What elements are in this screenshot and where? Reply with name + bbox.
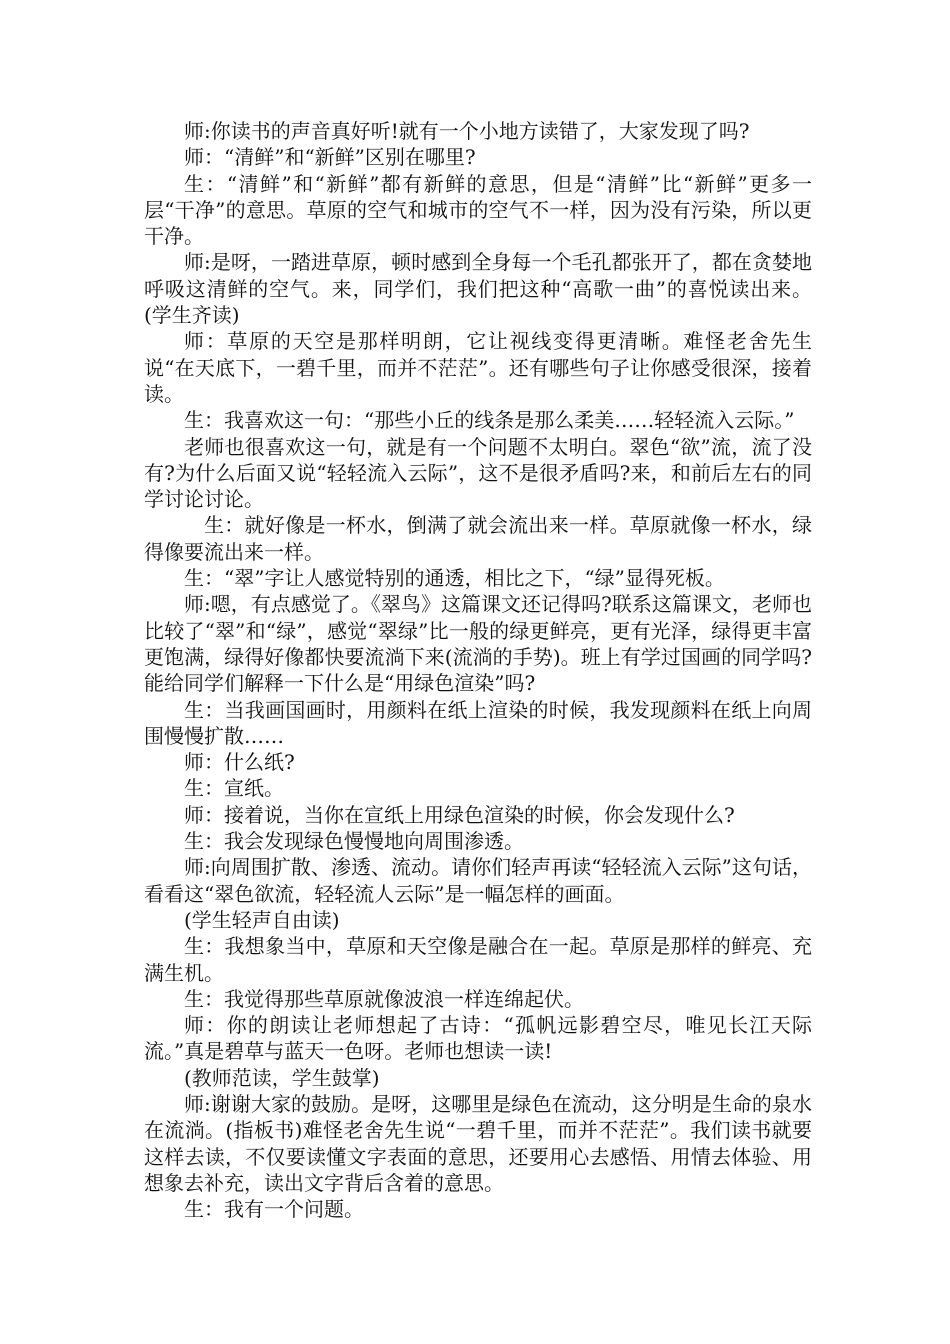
paragraph: 师：“清鲜”和“新鲜”区别在哪里? [184,145,476,170]
paragraph: 生：我会发现绿色慢慢地向周围渗透。 [184,829,524,854]
paragraph: 生：我想象当中，草原和天空像是融合在一起。草原是那样的鲜亮、充满生机。 [144,934,812,985]
paragraph: (教师范读，学生鼓掌) [184,1065,380,1090]
paragraph: 生：就好像是一杯水，倒满了就会流出来一样。草原就像一杯水，绿得像要流出来一样。 [144,513,812,564]
paragraph: 生：“清鲜”和“新鲜”都有新鲜的意思，但是“清鲜”比“新鲜”更多一层“干净”的意思。草原的空气和城市的空气不一样，因为没有污染，所以更干净。 [144,171,812,249]
paragraph: (学生轻声自由读) [184,907,340,932]
paragraph: 师：什么纸? [184,750,295,775]
paragraph: 生：宣纸。 [184,776,284,801]
paragraph: 师：草原的天空是那样明朗，它让视线变得更清晰。难怪老舍先生说“在天底下，一碧千里，而并不茫茫”。还有哪些句子让你感受很深，接着读。 [144,329,812,406]
paragraph: 生：我喜欢这一句：“那些小丘的线条是那么柔美……轻轻流入云际。” [184,408,795,433]
document-body [144,118,812,1222]
paragraph: 师:嗯，有点感觉了。《翠鸟》这篇课文还记得吗?联系这篇课文，老师也比较了“翠”和“绿”，感觉“翠绿”比一般的绿更鲜亮，更有光泽，绿得更丰富更饱满，绿得好像都快要流淌下来(流淌的手势)。班上有学过国画的同学吗?能给同学们解释一下什么是“用绿色渲染”吗? [144,592,812,696]
paragraph: 师:向周围扩散、渗透、流动。请你们轻声再读“轻轻流入云际”这句话，看看这“翠色欲流，轻轻流人云际”是一幅怎样的画面。 [144,855,812,906]
paragraph: 生：我有一个问题。 [184,1197,364,1222]
paragraph: 师：接着说，当你在宣纸上用绿色渲染的时候，你会发现什么? [184,802,735,827]
paragraph: 生：我觉得那些草原就像波浪一样连绵起伏。 [184,986,584,1011]
paragraph: 师:是呀，一踏进草原，顿时感到全身每一个毛孔都张开了，都在贪婪地呼吸这清鲜的空气。来，同学们，我们把这种“高歌一曲”的喜悦读出来。 (学生齐读) [144,250,812,328]
paragraph: 师：你的朗读让老师想起了古诗：“孤帆远影碧空尽，唯见长江天际流。”真是碧草与蓝天一色呀。老师也想读一读! [144,1013,812,1064]
paragraph: 生：“翠”字让人感觉特别的通透，相比之下，“绿”显得死板。 [184,566,725,591]
paragraph: 生：当我画国画时，用颜料在纸上渲染的时候，我发现颜料在纸上向周围慢慢扩散…… [144,697,812,748]
paragraph: 师:谢谢大家的鼓励。是呀，这哪里是绿色在流动，这分明是生命的泉水在流淌。(指板书)难怪老舍先生说“一碧千里，而并不茫茫”。我们读书就要这样去读，不仅要读懂文字表面的意思，还要用心去感悟、用情去体验、用想象去补充，读出文字背后含着的意思。 [144,1091,812,1195]
paragraph: 老师也很喜欢这一句，就是有一个问题不太明白。翠色“欲”流，流了没有?为什么后面又说“轻轻流入云际”，这不是很矛盾吗?来，和前后左右的同学讨论讨论。 [144,434,812,512]
paragraph: 师:你读书的声音真好听!就有一个小地方读错了，大家发现了吗? [184,119,750,143]
